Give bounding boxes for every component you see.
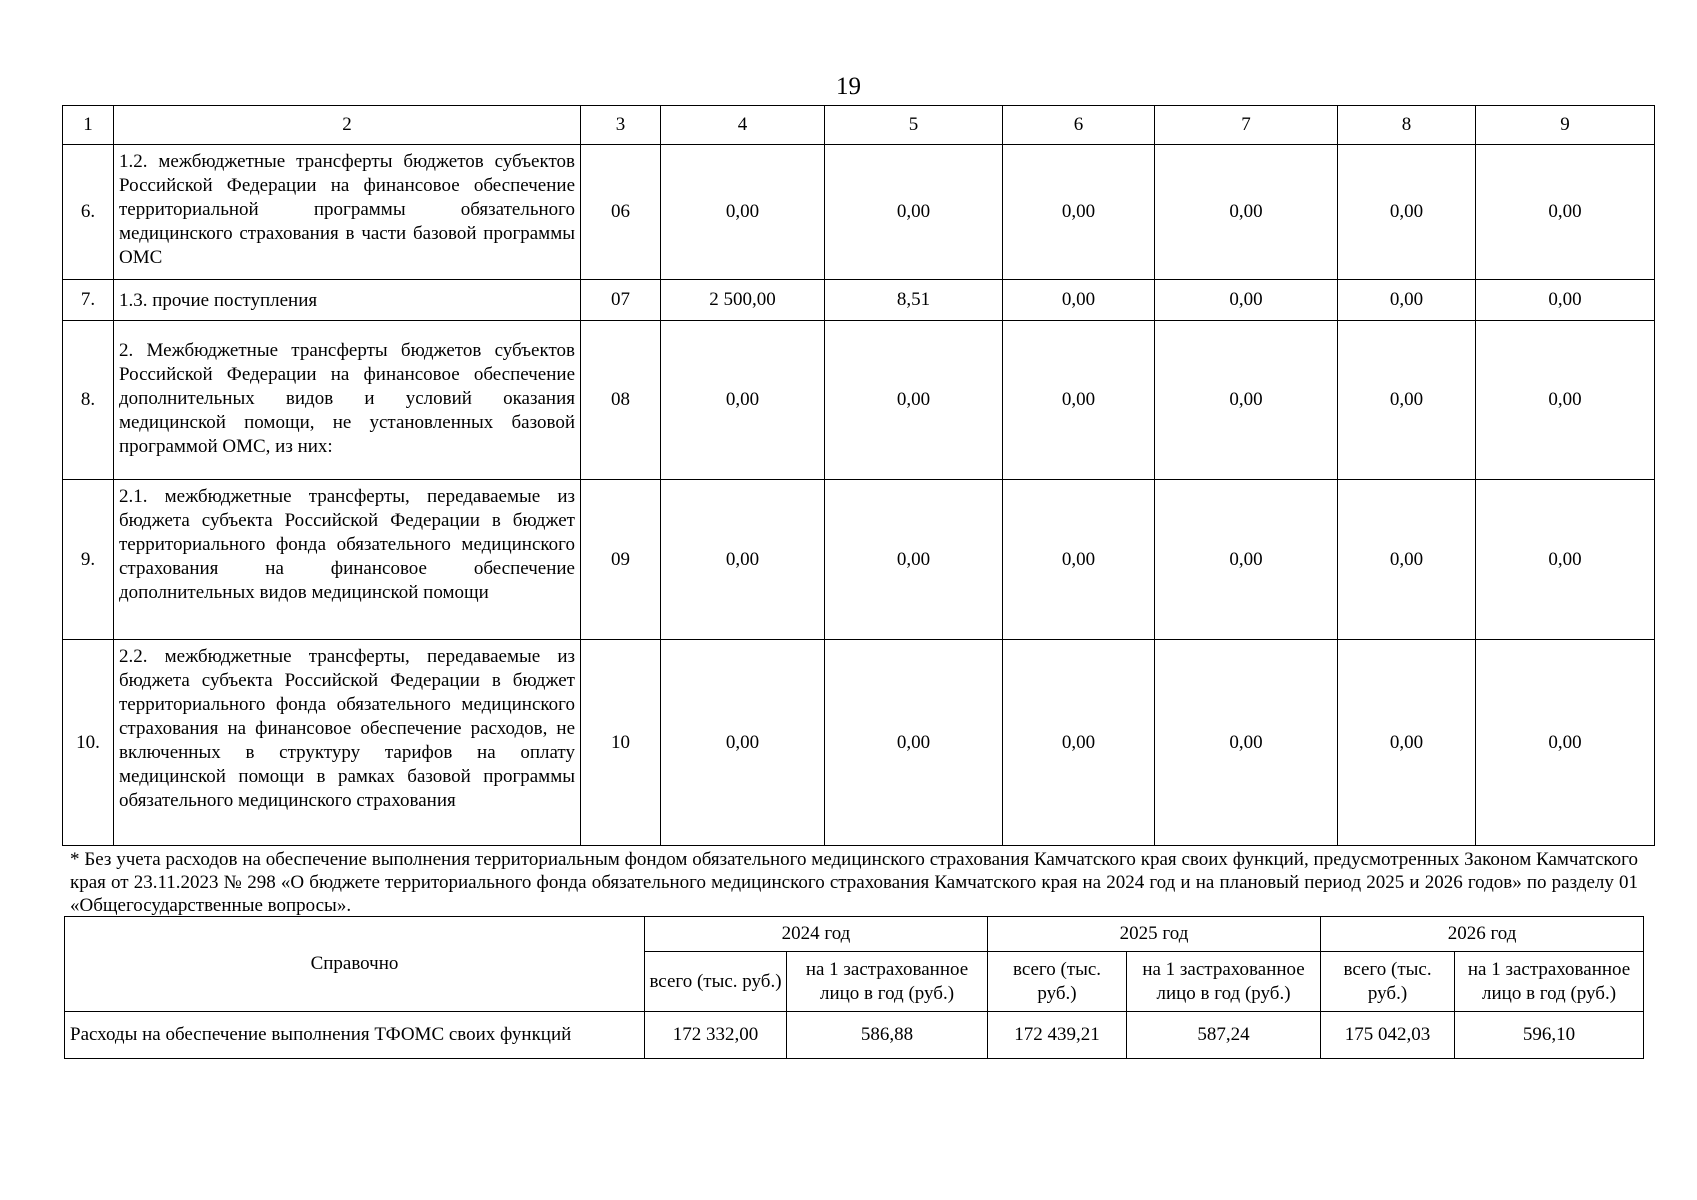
value-cell: 0,00 [1155,280,1338,321]
value-cell: 0,00 [1003,145,1155,280]
reference-label: Справочно [65,917,645,1012]
table-row [63,480,1655,640]
row-description: 2.1. межбюджетные трансферты, передаваемые из бюджета субъекта Российской Федерации в бюджет территориального фонда обязательного медицинского страхования на финансовое обеспечение дополнительных видов медицинской помощи [114,480,581,640]
value-cell: 0,00 [1003,280,1155,321]
row-number: 6. [63,145,114,280]
value-cell: 8,51 [825,280,1003,321]
column-number-row [63,106,1655,145]
table-row [65,1012,1644,1059]
col-header: 6 [1003,106,1155,145]
row-description: 1.3. прочие поступления [114,280,581,321]
row-number: 9. [63,480,114,640]
row-number: 7. [63,280,114,321]
value-cell: 0,00 [661,480,825,640]
value-cell: 0,00 [1338,280,1476,321]
value-cell: 0,00 [825,640,1003,846]
value-cell: 172 332,00 [645,1012,787,1059]
year-header: 2025 год [988,917,1321,952]
subheader-total: всего (тыс. руб.) [988,952,1127,1012]
value-cell: 0,00 [661,321,825,480]
value-cell: 0,00 [1476,480,1655,640]
col-header: 4 [661,106,825,145]
value-cell: 0,00 [825,145,1003,280]
value-cell: 0,00 [1155,145,1338,280]
row-code: 09 [581,480,661,640]
value-cell: 0,00 [1155,640,1338,846]
col-header: 8 [1338,106,1476,145]
year-header-row [65,917,1644,952]
subheader-per-person: на 1 застрахованное лицо в год (руб.) [1455,952,1644,1012]
value-cell: 0,00 [1338,480,1476,640]
table-row [63,321,1655,480]
value-cell: 0,00 [1155,321,1338,480]
subheader-per-person: на 1 застрахованное лицо в год (руб.) [1127,952,1321,1012]
table-row [63,280,1655,321]
subheader-per-person: на 1 застрахованное лицо в год (руб.) [787,952,988,1012]
row-code: 08 [581,321,661,480]
value-cell: 0,00 [1476,640,1655,846]
value-cell: 0,00 [1155,480,1338,640]
value-cell: 0,00 [825,321,1003,480]
value-cell: 0,00 [661,145,825,280]
year-header: 2024 год [645,917,988,952]
col-header: 7 [1155,106,1338,145]
col-header: 3 [581,106,661,145]
table-row [63,145,1655,280]
row-code: 10 [581,640,661,846]
value-cell: 586,88 [787,1012,988,1059]
footnote: * Без учета расходов на обеспечение выполнения территориальным фондом обязательного медицинского страхования Камчатского края своих функций, предусмотренных Законом Камчатского края от 23.11.2023 № 298 «О бюджете территориального фонда обязательного медицинского страхования Камчатского края на 2024 год и на плановый период 2025 и 2026 годов» по разделу 01 «Общегосударственные вопросы». [70,849,1638,916]
value-cell: 0,00 [1476,145,1655,280]
year-header: 2026 год [1321,917,1644,952]
value-cell: 2 500,00 [661,280,825,321]
row-code: 06 [581,145,661,280]
value-cell: 0,00 [1003,480,1155,640]
value-cell: 596,10 [1455,1012,1644,1059]
value-cell: 175 042,03 [1321,1012,1455,1059]
reference-table [64,916,1644,1059]
value-cell: 0,00 [1003,640,1155,846]
col-header: 2 [114,106,581,145]
value-cell: 0,00 [1338,321,1476,480]
value-cell: 587,24 [1127,1012,1321,1059]
row-description: 1.2. межбюджетные трансферты бюджетов субъектов Российской Федерации на финансовое обеспечение территориальной программы обязательного медицинского страхования в части базовой программы ОМС [114,145,581,280]
main-table [62,105,1655,846]
col-header: 9 [1476,106,1655,145]
value-cell: 0,00 [1003,321,1155,480]
value-cell: 0,00 [825,480,1003,640]
col-header: 5 [825,106,1003,145]
subheader-total: всего (тыс. руб.) [645,952,787,1012]
row-description: 2. Межбюджетные трансферты бюджетов субъектов Российской Федерации на финансовое обеспечение дополнительных видов и условий оказания медицинской помощи, не установленных базовой программой ОМС, из них: [114,321,581,480]
value-cell: 0,00 [661,640,825,846]
value-cell: 0,00 [1338,640,1476,846]
col-header: 1 [63,106,114,145]
page-number: 19 [836,73,861,100]
row-number: 10. [63,640,114,846]
row-code: 07 [581,280,661,321]
reference-row-description: Расходы на обеспечение выполнения ТФОМС своих функций [65,1012,645,1059]
value-cell: 172 439,21 [988,1012,1127,1059]
row-description: 2.2. межбюджетные трансферты, передаваемые из бюджета субъекта Российской Федерации в бюджет территориального фонда обязательного медицинского страхования на финансовое обеспечение расходов, не включенных в структуру тарифов на оплату медицинской помощи в рамках базовой программы обязательного медицинского страхования [114,640,581,846]
row-number: 8. [63,321,114,480]
value-cell: 0,00 [1476,321,1655,480]
value-cell: 0,00 [1338,145,1476,280]
subheader-total: всего (тыс. руб.) [1321,952,1455,1012]
value-cell: 0,00 [1476,280,1655,321]
table-row [63,640,1655,846]
